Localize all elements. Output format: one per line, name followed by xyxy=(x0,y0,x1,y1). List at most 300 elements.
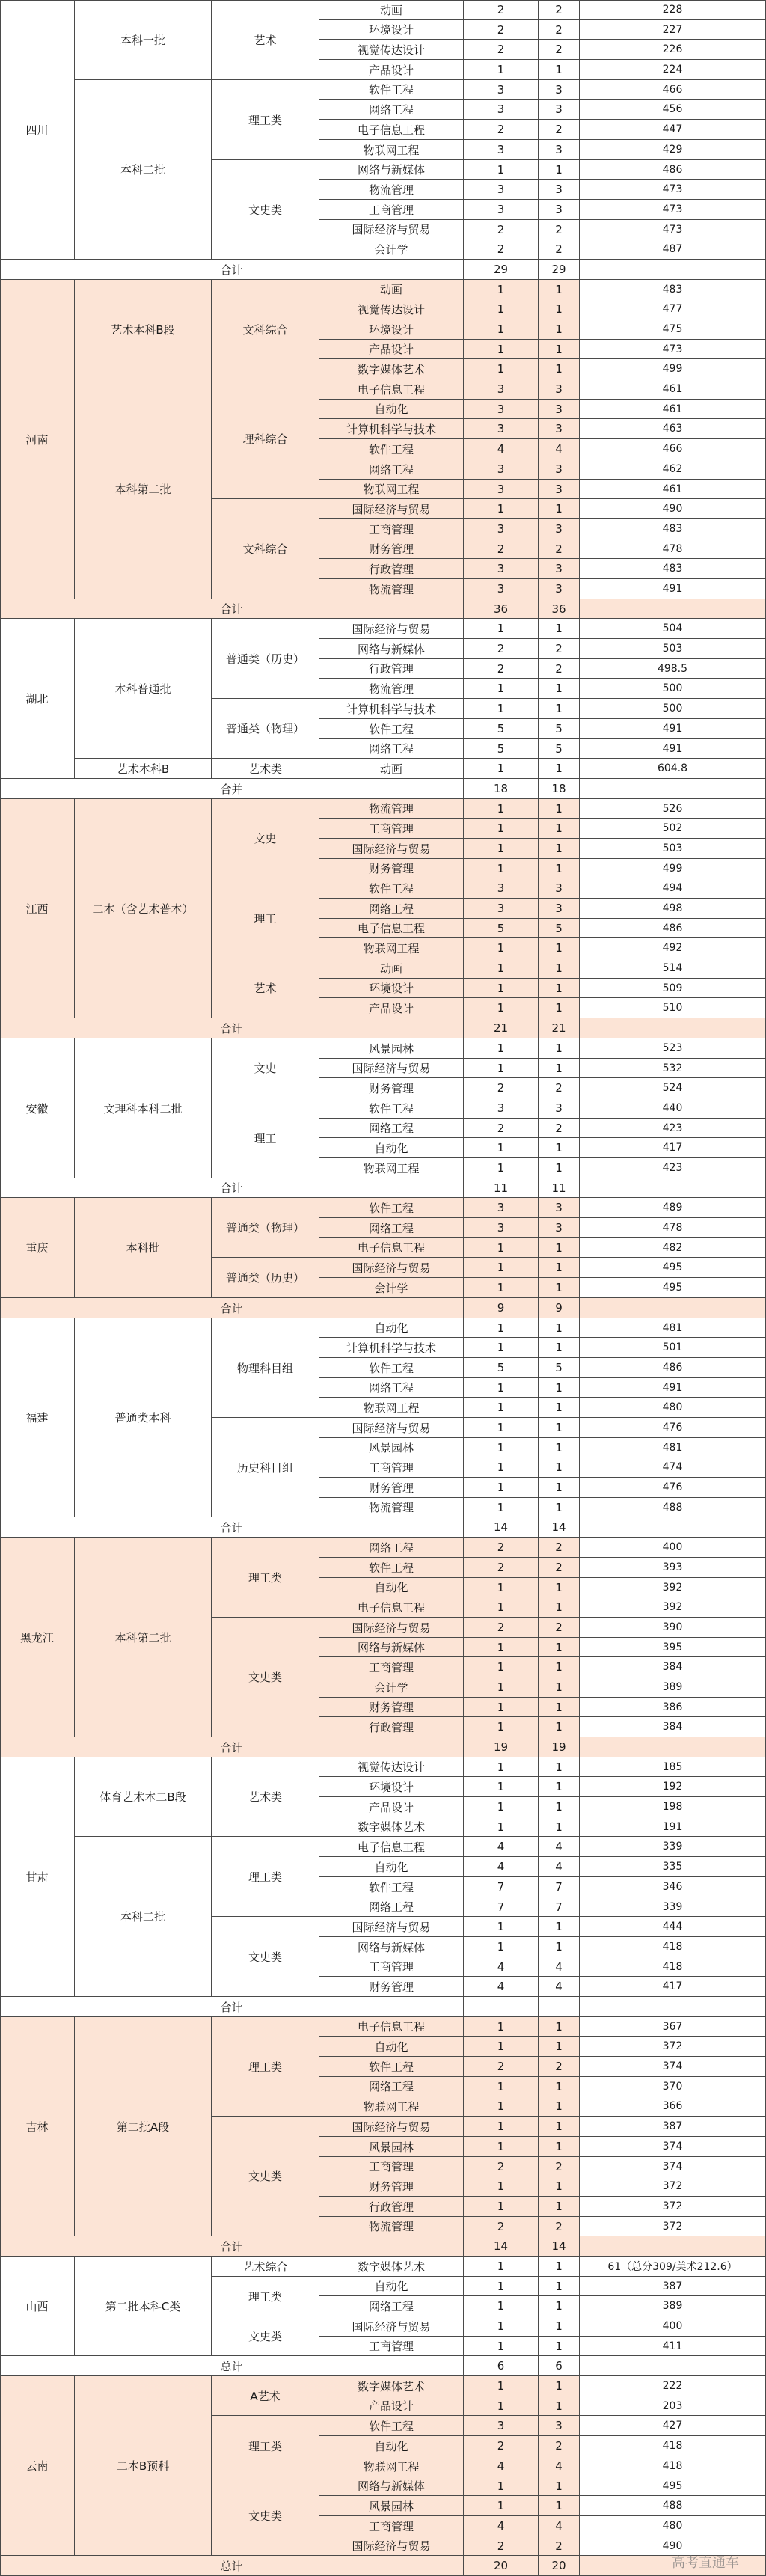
admit-count-cell: 3 xyxy=(539,899,580,919)
min-score-cell: 473 xyxy=(580,220,766,239)
admit-count-cell: 1 xyxy=(539,2337,580,2356)
min-score-cell: 393 xyxy=(580,1558,766,1578)
plan-count-cell: 1 xyxy=(464,1937,539,1957)
major-cell: 动画 xyxy=(319,958,464,979)
plan-count-cell: 2 xyxy=(464,539,539,559)
admit-count-cell: 1 xyxy=(539,1258,580,1278)
admit-count-cell: 5 xyxy=(539,739,580,759)
plan-count-cell: 1 xyxy=(464,1597,539,1618)
min-score-cell: 372 xyxy=(580,2037,766,2057)
admit-count-cell: 1 xyxy=(539,1597,580,1618)
min-score-cell: 491 xyxy=(580,739,766,759)
min-score-cell: 370 xyxy=(580,2077,766,2096)
batch-cell: 普通类本科 xyxy=(75,1318,212,1517)
total-plan-cell: 6 xyxy=(464,2356,539,2376)
track-cell: 理工类 xyxy=(212,80,319,160)
total-plan-cell: 20 xyxy=(464,2556,539,2576)
admit-count-cell: 4 xyxy=(539,1857,580,1877)
major-cell: 财务管理 xyxy=(319,1478,464,1498)
major-cell: 数字媒体艺术 xyxy=(319,2376,464,2396)
plan-count-cell: 3 xyxy=(464,480,539,499)
track-cell: 物理科目组 xyxy=(212,1318,319,1418)
batch-cell: 本科普通批 xyxy=(75,619,212,759)
plan-count-cell: 1 xyxy=(464,2017,539,2037)
major-cell: 动画 xyxy=(319,0,464,20)
min-score-cell: 480 xyxy=(580,1398,766,1418)
min-score-cell: 400 xyxy=(580,1538,766,1558)
min-score-cell: 488 xyxy=(580,1498,766,1517)
min-score-cell: 227 xyxy=(580,20,766,40)
admit-count-cell: 3 xyxy=(539,480,580,499)
plan-count-cell: 5 xyxy=(464,739,539,759)
min-score-cell: 226 xyxy=(580,40,766,60)
admit-count-cell: 1 xyxy=(539,2137,580,2157)
min-score-cell: 192 xyxy=(580,1777,766,1797)
total-admit-cell: 6 xyxy=(539,2356,580,2376)
min-score-cell: 477 xyxy=(580,299,766,319)
major-cell: 软件工程 xyxy=(319,719,464,739)
track-cell: 理科综合 xyxy=(212,379,319,499)
plan-count-cell: 1 xyxy=(464,299,539,319)
admit-count-cell: 1 xyxy=(539,160,580,180)
major-cell: 电子信息工程 xyxy=(319,2017,464,2037)
admit-count-cell: 1 xyxy=(539,1657,580,1677)
admit-count-cell: 1 xyxy=(539,319,580,340)
major-cell: 国际经济与贸易 xyxy=(319,1258,464,1278)
admit-count-cell: 1 xyxy=(539,2376,580,2396)
major-cell: 物联网工程 xyxy=(319,480,464,499)
plan-count-cell: 2 xyxy=(464,1119,539,1138)
plan-count-cell: 1 xyxy=(464,1158,539,1178)
total-plan-cell: 21 xyxy=(464,1018,539,1038)
plan-count-cell: 2 xyxy=(464,1618,539,1638)
admit-count-cell: 3 xyxy=(539,559,580,579)
admit-count-cell: 2 xyxy=(539,1618,580,1638)
plan-count-cell: 1 xyxy=(464,679,539,699)
plan-count-cell: 1 xyxy=(464,839,539,859)
admit-count-cell: 1 xyxy=(539,1398,580,1418)
plan-count-cell: 1 xyxy=(464,2337,539,2356)
total-blank-cell xyxy=(580,260,766,280)
plan-count-cell: 1 xyxy=(464,1578,539,1597)
min-score-cell: 191 xyxy=(580,1817,766,1837)
plan-count-cell: 1 xyxy=(464,2396,539,2416)
major-cell: 工商管理 xyxy=(319,2157,464,2176)
major-cell: 物联网工程 xyxy=(319,1398,464,1418)
admit-count-cell: 1 xyxy=(539,1498,580,1517)
plan-count-cell: 2 xyxy=(464,639,539,659)
min-score-cell: 411 xyxy=(580,2337,766,2356)
min-score-cell: 366 xyxy=(580,2096,766,2117)
min-score-cell: 400 xyxy=(580,2316,766,2337)
admit-count-cell: 3 xyxy=(539,200,580,220)
major-cell: 工商管理 xyxy=(319,519,464,539)
plan-count-cell: 2 xyxy=(464,1558,539,1578)
plan-count-cell: 1 xyxy=(464,1278,539,1298)
min-score-cell: 476 xyxy=(580,1478,766,1498)
major-cell: 视觉传达设计 xyxy=(319,1757,464,1777)
major-cell: 财务管理 xyxy=(319,539,464,559)
admit-count-cell: 1 xyxy=(539,2077,580,2096)
major-cell: 会计学 xyxy=(319,1677,464,1698)
major-cell: 环境设计 xyxy=(319,20,464,40)
batch-cell: 本科二批 xyxy=(75,80,212,260)
min-score-cell: 440 xyxy=(580,1098,766,1119)
plan-count-cell: 1 xyxy=(464,2137,539,2157)
admit-count-cell: 3 xyxy=(539,2416,580,2436)
major-cell: 产品设计 xyxy=(319,998,464,1018)
plan-count-cell: 1 xyxy=(464,1038,539,1059)
plan-count-cell: 1 xyxy=(464,1238,539,1258)
track-cell: 普通类（物理） xyxy=(212,699,319,759)
admit-count-cell: 3 xyxy=(539,419,580,439)
major-cell: 风景园林 xyxy=(319,2137,464,2157)
total-label-cell: 合计 xyxy=(0,1018,464,1038)
plan-count-cell: 2 xyxy=(464,2157,539,2176)
admit-count-cell: 1 xyxy=(539,2476,580,2496)
admit-count-cell: 1 xyxy=(539,2316,580,2337)
min-score-cell: 228 xyxy=(580,0,766,20)
min-score-cell: 490 xyxy=(580,499,766,519)
plan-count-cell: 2 xyxy=(464,40,539,60)
min-score-cell: 503 xyxy=(580,839,766,859)
major-cell: 网络与新媒体 xyxy=(319,2476,464,2496)
min-score-cell: 500 xyxy=(580,679,766,699)
min-score-cell: 346 xyxy=(580,1877,766,1897)
admit-count-cell: 2 xyxy=(539,20,580,40)
batch-cell: 本科第二批 xyxy=(75,379,212,599)
major-cell: 行政管理 xyxy=(319,2197,464,2217)
admit-count-cell: 3 xyxy=(539,1218,580,1238)
major-cell: 国际经济与贸易 xyxy=(319,839,464,859)
track-cell: 理工类 xyxy=(212,2416,319,2476)
min-score-cell: 463 xyxy=(580,419,766,439)
plan-count-cell: 1 xyxy=(464,979,539,998)
province-cell: 重庆 xyxy=(0,1198,75,1298)
plan-count-cell: 3 xyxy=(464,1098,539,1119)
major-cell: 网络工程 xyxy=(319,739,464,759)
min-score-cell: 418 xyxy=(580,1957,766,1977)
min-score-cell: 418 xyxy=(580,1937,766,1957)
total-blank-cell xyxy=(580,1298,766,1318)
plan-count-cell: 1 xyxy=(464,499,539,519)
admit-count-cell: 7 xyxy=(539,1897,580,1917)
batch-cell: 体育艺术本二B段 xyxy=(75,1757,212,1837)
major-cell: 软件工程 xyxy=(319,878,464,899)
province-cell: 福建 xyxy=(0,1318,75,1517)
total-blank-cell xyxy=(580,599,766,619)
min-score-cell: 423 xyxy=(580,1119,766,1138)
min-score-cell: 372 xyxy=(580,2217,766,2236)
major-cell: 国际经济与贸易 xyxy=(319,1418,464,1438)
admit-count-cell: 1 xyxy=(539,2017,580,2037)
plan-count-cell: 1 xyxy=(464,2176,539,2197)
min-score-cell: 498.5 xyxy=(580,659,766,679)
admit-count-cell: 1 xyxy=(539,1757,580,1777)
total-admit-cell: 20 xyxy=(539,2556,580,2576)
track-cell: 文史类 xyxy=(212,2476,319,2556)
major-cell: 物流管理 xyxy=(319,579,464,599)
admit-count-cell: 3 xyxy=(539,100,580,120)
major-cell: 软件工程 xyxy=(319,1358,464,1378)
plan-count-cell: 1 xyxy=(464,859,539,878)
major-cell: 数字媒体艺术 xyxy=(319,1817,464,1837)
major-cell: 工商管理 xyxy=(319,819,464,839)
major-cell: 软件工程 xyxy=(319,1198,464,1218)
major-cell: 国际经济与贸易 xyxy=(319,1917,464,1937)
min-score-cell: 495 xyxy=(580,1258,766,1278)
major-cell: 国际经济与贸易 xyxy=(319,220,464,239)
major-cell: 网络工程 xyxy=(319,899,464,919)
admit-count-cell: 5 xyxy=(539,919,580,938)
total-blank-cell xyxy=(580,779,766,799)
major-cell: 软件工程 xyxy=(319,2416,464,2436)
plan-count-cell: 2 xyxy=(464,239,539,260)
total-label-cell: 合计 xyxy=(0,2236,464,2257)
admit-count-cell: 1 xyxy=(539,499,580,519)
total-blank-cell xyxy=(580,1737,766,1757)
admit-count-cell: 1 xyxy=(539,2176,580,2197)
min-score-cell: 532 xyxy=(580,1059,766,1078)
plan-count-cell: 1 xyxy=(464,2077,539,2096)
total-admit-cell: 19 xyxy=(539,1737,580,1757)
plan-count-cell: 1 xyxy=(464,1398,539,1418)
admit-count-cell: 1 xyxy=(539,1638,580,1657)
plan-count-cell: 2 xyxy=(464,659,539,679)
min-score-cell: 500 xyxy=(580,699,766,719)
admit-count-cell: 4 xyxy=(539,1977,580,1997)
track-cell: 历史科目组 xyxy=(212,1418,319,1517)
total-label-cell: 合计 xyxy=(0,1517,464,1538)
plan-count-cell: 1 xyxy=(464,1917,539,1937)
admit-count-cell: 1 xyxy=(539,1937,580,1957)
province-cell: 江西 xyxy=(0,799,75,1018)
min-score-cell: 418 xyxy=(580,2456,766,2476)
admit-count-cell: 1 xyxy=(539,1059,580,1078)
major-cell: 工商管理 xyxy=(319,2516,464,2536)
major-cell: 风景园林 xyxy=(319,1438,464,1457)
major-cell: 网络与新媒体 xyxy=(319,160,464,180)
min-score-cell: 489 xyxy=(580,1198,766,1218)
min-score-cell: 461 xyxy=(580,400,766,419)
admit-count-cell: 4 xyxy=(539,1957,580,1977)
total-admit-cell: 36 xyxy=(539,599,580,619)
total-blank-cell xyxy=(580,1178,766,1198)
plan-count-cell: 1 xyxy=(464,1717,539,1737)
plan-count-cell: 1 xyxy=(464,2197,539,2217)
plan-count-cell: 2 xyxy=(464,0,539,20)
min-score-cell: 389 xyxy=(580,1677,766,1698)
major-cell: 风景园林 xyxy=(319,1038,464,1059)
major-cell: 物联网工程 xyxy=(319,1158,464,1178)
admit-count-cell: 1 xyxy=(539,2496,580,2516)
min-score-cell: 524 xyxy=(580,1078,766,1098)
total-blank-cell xyxy=(580,2356,766,2376)
plan-count-cell: 4 xyxy=(464,439,539,459)
batch-cell: 文理科本科二批 xyxy=(75,1038,212,1178)
batch-cell: 本科二批 xyxy=(75,1837,212,1997)
track-cell: 理工 xyxy=(212,878,319,958)
track-cell: 普通类（物理） xyxy=(212,1198,319,1258)
min-score-cell: 486 xyxy=(580,160,766,180)
plan-count-cell: 1 xyxy=(464,1698,539,1717)
admit-count-cell: 1 xyxy=(539,1438,580,1457)
plan-count-cell: 7 xyxy=(464,1897,539,1917)
major-cell: 国际经济与贸易 xyxy=(319,2536,464,2556)
min-score-cell: 502 xyxy=(580,819,766,839)
major-cell: 网络工程 xyxy=(319,100,464,120)
major-cell: 国际经济与贸易 xyxy=(319,1059,464,1078)
min-score-cell: 504 xyxy=(580,619,766,639)
min-score-cell: 523 xyxy=(580,1038,766,1059)
admit-count-cell: 1 xyxy=(539,1457,580,1478)
total-label-cell: 合计 xyxy=(0,260,464,280)
admit-count-cell: 2 xyxy=(539,40,580,60)
major-cell: 软件工程 xyxy=(319,439,464,459)
major-cell: 国际经济与贸易 xyxy=(319,499,464,519)
admit-count-cell: 3 xyxy=(539,400,580,419)
total-label-cell: 合计 xyxy=(0,1178,464,1198)
total-label-cell: 合计 xyxy=(0,1737,464,1757)
min-score-cell: 481 xyxy=(580,1438,766,1457)
min-score-cell: 423 xyxy=(580,1158,766,1178)
min-score-cell: 491 xyxy=(580,719,766,739)
major-cell: 计算机科学与技术 xyxy=(319,699,464,719)
min-score-cell: 392 xyxy=(580,1597,766,1618)
admit-count-cell: 1 xyxy=(539,839,580,859)
major-cell: 物联网工程 xyxy=(319,2456,464,2476)
plan-count-cell: 1 xyxy=(464,2296,539,2316)
min-score-cell: 499 xyxy=(580,359,766,379)
admit-count-cell: 2 xyxy=(539,1558,580,1578)
min-score-cell: 499 xyxy=(580,859,766,878)
admit-count-cell: 2 xyxy=(539,239,580,260)
major-cell: 工商管理 xyxy=(319,200,464,220)
min-score-cell: 389 xyxy=(580,2296,766,2316)
admit-count-cell: 1 xyxy=(539,679,580,699)
major-cell: 产品设计 xyxy=(319,340,464,359)
min-score-cell: 418 xyxy=(580,2436,766,2456)
min-score-cell: 374 xyxy=(580,2157,766,2176)
min-score-cell: 461 xyxy=(580,480,766,499)
total-admit-cell: 29 xyxy=(539,260,580,280)
major-cell: 物流管理 xyxy=(319,1498,464,1517)
plan-count-cell: 1 xyxy=(464,2277,539,2296)
admit-count-cell: 1 xyxy=(539,1038,580,1059)
plan-count-cell: 1 xyxy=(464,819,539,839)
major-cell: 电子信息工程 xyxy=(319,379,464,400)
major-cell: 网络工程 xyxy=(319,1378,464,1398)
min-score-cell: 491 xyxy=(580,1378,766,1398)
major-cell: 软件工程 xyxy=(319,1558,464,1578)
track-cell: 文史类 xyxy=(212,1917,319,1997)
major-cell: 自动化 xyxy=(319,2037,464,2057)
admit-count-cell: 1 xyxy=(539,1917,580,1937)
plan-count-cell: 1 xyxy=(464,340,539,359)
min-score-cell: 386 xyxy=(580,1698,766,1717)
total-admit-cell: 14 xyxy=(539,1517,580,1538)
min-score-cell: 429 xyxy=(580,140,766,160)
track-cell: 文史类 xyxy=(212,2117,319,2236)
major-cell: 自动化 xyxy=(319,1138,464,1158)
admit-count-cell: 2 xyxy=(539,2436,580,2456)
plan-count-cell: 2 xyxy=(464,2436,539,2456)
plan-count-cell: 3 xyxy=(464,2416,539,2436)
min-score-cell: 427 xyxy=(580,2416,766,2436)
admit-count-cell: 3 xyxy=(539,1098,580,1119)
min-score-cell: 495 xyxy=(580,2476,766,2496)
min-score-cell: 482 xyxy=(580,1238,766,1258)
min-score-cell: 488 xyxy=(580,2496,766,2516)
min-score-cell: 339 xyxy=(580,1897,766,1917)
track-cell: 艺术类 xyxy=(212,1757,319,1837)
plan-count-cell: 1 xyxy=(464,2316,539,2337)
major-cell: 软件工程 xyxy=(319,2057,464,2077)
track-cell: 艺术 xyxy=(212,958,319,1018)
admit-count-cell: 1 xyxy=(539,2396,580,2416)
min-score-cell: 473 xyxy=(580,340,766,359)
major-cell: 国际经济与贸易 xyxy=(319,2316,464,2337)
plan-count-cell: 4 xyxy=(464,1977,539,1997)
admit-count-cell: 2 xyxy=(539,2217,580,2236)
batch-cell: 二本（含艺术普本） xyxy=(75,799,212,1018)
admit-count-cell: 1 xyxy=(539,1777,580,1797)
track-cell: 文史 xyxy=(212,799,319,878)
major-cell: 数字媒体艺术 xyxy=(319,359,464,379)
total-admit-cell: 21 xyxy=(539,1018,580,1038)
admit-count-cell: 1 xyxy=(539,979,580,998)
major-cell: 自动化 xyxy=(319,1857,464,1877)
major-cell: 国际经济与贸易 xyxy=(319,619,464,639)
plan-count-cell: 1 xyxy=(464,1258,539,1278)
total-plan-cell: 14 xyxy=(464,1517,539,1538)
plan-count-cell: 1 xyxy=(464,2496,539,2516)
min-score-cell: 203 xyxy=(580,2396,766,2416)
min-score-cell: 473 xyxy=(580,180,766,200)
admit-count-cell: 1 xyxy=(539,1338,580,1358)
admit-count-cell: 1 xyxy=(539,1797,580,1817)
min-score-cell: 491 xyxy=(580,579,766,599)
min-score-cell: 374 xyxy=(580,2057,766,2077)
plan-count-cell: 3 xyxy=(464,180,539,200)
major-cell: 电子信息工程 xyxy=(319,1597,464,1618)
province-cell: 甘肃 xyxy=(0,1757,75,1997)
plan-count-cell: 1 xyxy=(464,1438,539,1457)
batch-cell: 艺术本科B段 xyxy=(75,280,212,379)
batch-cell: 本科一批 xyxy=(75,0,212,80)
admit-count-cell: 2 xyxy=(539,1538,580,1558)
plan-count-cell: 1 xyxy=(464,699,539,719)
plan-count-cell: 3 xyxy=(464,559,539,579)
total-plan-cell: 11 xyxy=(464,1178,539,1198)
plan-count-cell: 5 xyxy=(464,1358,539,1378)
track-cell: 文科综合 xyxy=(212,280,319,379)
plan-count-cell: 1 xyxy=(464,319,539,340)
track-cell: 文史 xyxy=(212,1038,319,1098)
major-cell: 国际经济与贸易 xyxy=(319,1618,464,1638)
admit-count-cell: 1 xyxy=(539,859,580,878)
admit-count-cell: 2 xyxy=(539,2536,580,2556)
plan-count-cell: 2 xyxy=(464,2217,539,2236)
admit-count-cell: 1 xyxy=(539,2117,580,2137)
admit-count-cell: 4 xyxy=(539,1837,580,1857)
admit-count-cell: 1 xyxy=(539,1677,580,1698)
total-blank-cell xyxy=(580,1517,766,1538)
batch-cell: 二本B预科 xyxy=(75,2376,212,2556)
major-cell: 物联网工程 xyxy=(319,938,464,958)
major-cell: 软件工程 xyxy=(319,1098,464,1119)
min-score-cell: 475 xyxy=(580,319,766,340)
